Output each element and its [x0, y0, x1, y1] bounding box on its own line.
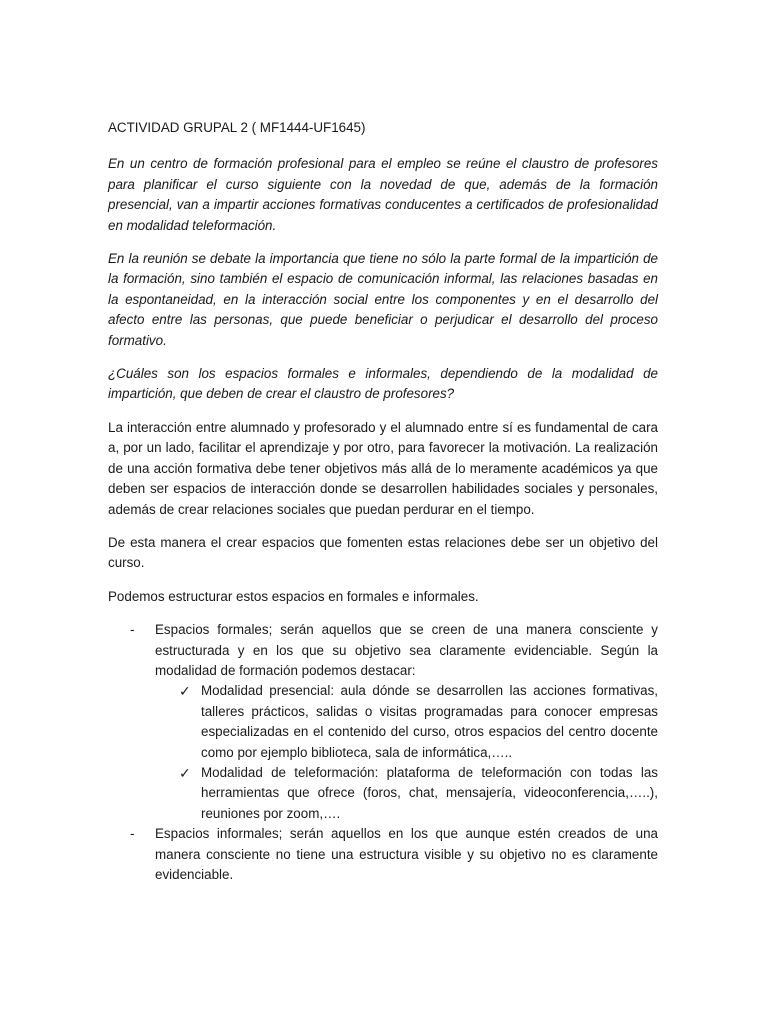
dash-marker: - [130, 622, 135, 638]
body-paragraph-2: De esta manera el crear espacios que fomenten estas relaciones debe ser un objetivo del curso. [108, 534, 658, 571]
checkmark-icon: ✓ [179, 683, 191, 700]
intro-paragraph-2: En la reunión se debate la importancia que tiene no sólo la parte formal de la impartición de la formación, sino también el espacio de comunicación informal, las relaciones basadas en la espontaneidad, en la interacción social entre los componentes y en el desarrollo del afecto entre las personas, que puede beneficiar o perjudicar el desarrollo del proceso formativo. [108, 251, 658, 348]
sublist-item-teleformacion [155, 763, 658, 824]
list-item-formales [108, 620, 658, 824]
spaces-list [108, 620, 658, 885]
checkmark-icon: ✓ [179, 764, 191, 781]
sublist-item-presencial [155, 681, 658, 763]
dash-marker: - [130, 826, 135, 842]
body-paragraph-1: La interacción entre alumnado y profesorado y el alumnado entre sí es fundamental de cara a, por un lado, facilitar el aprendizaje y por otro, para favorecer la motivación. La realización de una acción formativa debe tener objetivos más allá de lo meramente académicos ya que deben ser espacios de interacción donde se desarrollen habilidades sociales y personales, además de crear relaciones sociales que puedan perdurar en el tiempo. [108, 419, 658, 517]
intro-paragraph-1: En un centro de formación profesional para el empleo se reúne el claustro de profesores para planificar el curso siguiente con la novedad de que, además de la formación presencial, van a impartir acciones formativas conducentes a certificados de profesionalidad en modalidad teleformación. [108, 156, 658, 233]
informales-text: Espacios informales; serán aquellos en los que aunque estén creados de una manera consciente no tiene una estructura visible y su objetivo no es claramente evidenciable. [155, 826, 658, 882]
modalidades-sublist [155, 681, 658, 824]
document-page [108, 118, 658, 885]
question-paragraph: ¿Cuáles son los espacios formales e informales, dependiendo de la modalidad de impartición, que deben de crear el claustro de profesores? [108, 366, 658, 402]
teleformacion-text: Modalidad de teleformación: plataforma de teleformación con todas las herramientas que ofrece (foros, chat, mensajería, videoconferencia,…..), reuniones por zoom,…. [201, 764, 658, 821]
list-item-informales [108, 824, 658, 885]
document-title: ACTIVIDAD GRUPAL 2 ( MF1444-UF1645) [108, 120, 366, 135]
body-paragraph-3: Podemos estructurar estos espacios en formales e informales. [108, 588, 479, 604]
presencial-text: Modalidad presencial: aula dónde se desarrollen las acciones formativas, talleres prácticos, salidas o visitas programadas para conocer empresas especializadas en el contenido del curso, otros espacios del centro docente como por ejemplo biblioteca, sala de informática,….. [201, 683, 658, 760]
formales-text: Espacios formales; serán aquellos que se creen de una manera consciente y estructurada y en los que su objetivo sea claramente evidenciable. Según la modalidad de formación podemos destacar: [155, 622, 658, 678]
